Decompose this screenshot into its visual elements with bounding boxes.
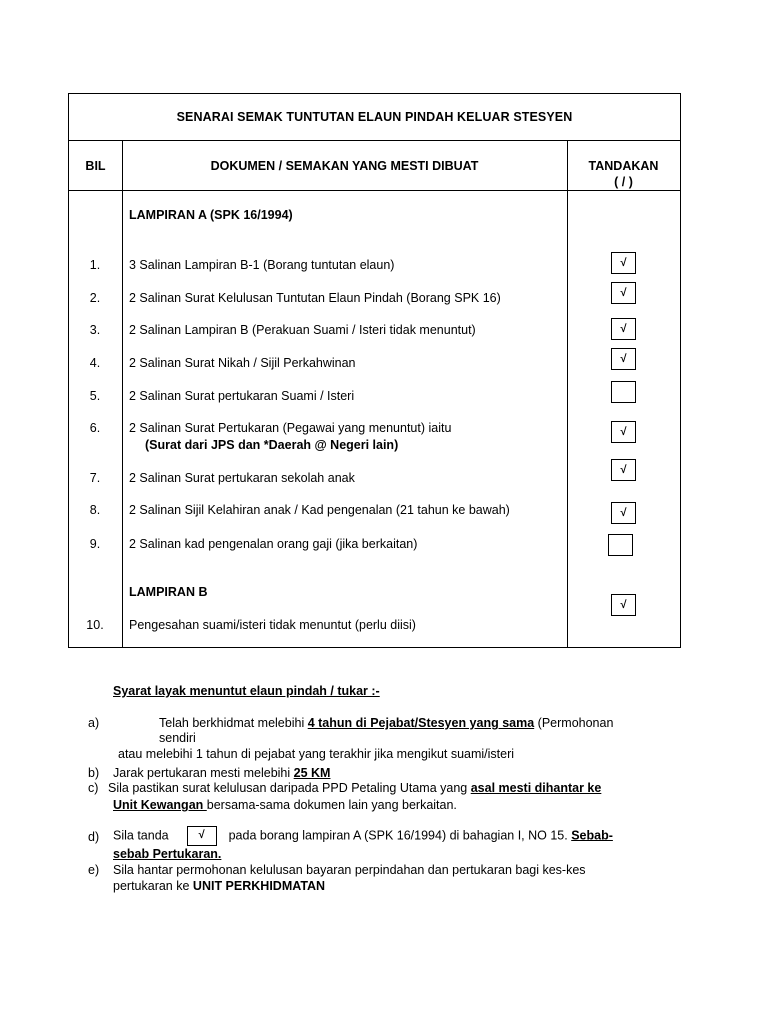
checkbox[interactable] <box>608 534 633 556</box>
note-text: pertukaran ke <box>113 879 193 893</box>
note-c-line1 <box>108 781 601 795</box>
row-text: 2 Salinan Surat Nikah / Sijil Perkahwinan <box>129 356 356 370</box>
checkbox[interactable]: √ <box>611 252 636 274</box>
note-a-line1 <box>159 716 613 730</box>
divider <box>122 140 123 647</box>
checkbox[interactable]: √ <box>611 502 636 524</box>
note-text: pada borang lampiran A (SPK 16/1994) di bahagian I, NO 15. <box>228 828 572 843</box>
header-tandakan <box>567 158 680 190</box>
row-number: 4. <box>89 356 101 370</box>
row-text: 2 Salinan Surat pertukaran Suami / Isteri <box>129 389 355 403</box>
note-label: b) <box>88 766 100 780</box>
note-d-line2: sebab Pertukaran. <box>113 847 222 861</box>
row-number: 1. <box>89 258 101 272</box>
note-text: Telah berkhidmat melebihi <box>159 716 308 730</box>
row-number: 9. <box>89 537 101 551</box>
divider <box>69 190 680 191</box>
note-c-line2 <box>113 798 457 812</box>
row-number: 6. <box>89 421 101 435</box>
row-text: 2 Salinan Surat Pertukaran (Pegawai yang menuntut) iaitu <box>129 421 452 435</box>
note-label: e) <box>88 863 100 877</box>
note-text: Sila tanda <box>113 828 169 843</box>
row-number: 5. <box>89 389 101 403</box>
row-text: 2 Salinan kad pengenalan orang gaji (jika berkaitan) <box>129 537 418 551</box>
note-label: a) <box>88 716 100 730</box>
note-text: Jarak pertukaran mesti melebihi <box>113 766 294 780</box>
checkbox[interactable] <box>611 381 636 403</box>
row-text: Pengesahan suami/isteri tidak menuntut (perlu diisi) <box>129 618 416 632</box>
checkbox[interactable]: √ <box>611 282 636 304</box>
checkbox[interactable]: √ <box>611 421 636 443</box>
section-lampiran-b: LAMPIRAN B <box>129 585 208 599</box>
row-text: 2 Salinan Surat pertukaran sekolah anak <box>129 471 355 485</box>
note-emphasis: 4 tahun di Pejabat/Stesyen yang sama <box>307 716 535 730</box>
row-text: 2 Salinan Surat Kelulusan Tuntutan Elaun Pindah (Borang SPK 16) <box>129 291 501 305</box>
header-tandakan-symbol: ( / ) <box>614 175 633 189</box>
inline-checkbox: √ <box>187 826 217 846</box>
note-emphasis: UNIT PERKHIDMATAN <box>192 879 326 893</box>
header-dokumen: DOKUMEN / SEMAKAN YANG MESTI DIBUAT <box>210 159 479 173</box>
note-label: d) <box>88 830 100 844</box>
note-text: bersama-sama dokumen lain yang berkaitan. <box>206 798 457 812</box>
header-tandakan-label: TANDAKAN <box>588 159 659 173</box>
note-a-line3: atau melebihi 1 tahun di pejabat yang terakhir jika mengikut suami/isteri <box>118 747 515 761</box>
note-label: c) <box>88 781 99 795</box>
checkbox[interactable]: √ <box>611 459 636 481</box>
table-title: SENARAI SEMAK TUNTUTAN ELAUN PINDAH KELUAR STESYEN <box>176 110 573 124</box>
note-text: (Permohonan <box>534 716 614 730</box>
note-emphasis: asal mesti dihantar ke <box>470 781 602 795</box>
note-e-line1: Sila hantar permohonan kelulusan bayaran perpindahan dan pertukaran bagi kes-kes <box>113 863 586 877</box>
section-lampiran-a: LAMPIRAN A (SPK 16/1994) <box>129 208 293 222</box>
note-b <box>113 766 330 780</box>
row-number: 8. <box>89 503 101 517</box>
note-text: Sila pastikan surat kelulusan daripada PPD Petaling Utama yang <box>108 781 471 795</box>
note-d-line1 <box>113 826 613 846</box>
checkbox[interactable]: √ <box>611 348 636 370</box>
note-emphasis: Sebab- <box>571 828 613 843</box>
divider <box>567 140 568 647</box>
row-subtext: (Surat dari JPS dan *Daerah @ Negeri lain) <box>145 438 399 452</box>
note-emphasis: 25 KM <box>293 766 331 780</box>
note-a-line2: sendiri <box>159 731 196 745</box>
row-text: 3 Salinan Lampiran B-1 (Borang tuntutan elaun) <box>129 258 395 272</box>
divider <box>69 140 680 141</box>
header-bil: BIL <box>85 159 106 173</box>
note-e-line2 <box>113 879 325 893</box>
checkbox[interactable]: √ <box>611 594 636 616</box>
checkbox[interactable]: √ <box>611 318 636 340</box>
row-number: 2. <box>89 291 101 305</box>
checklist-table <box>68 93 681 648</box>
note-emphasis: Unit Kewangan <box>113 798 207 812</box>
row-number: 10. <box>86 618 104 632</box>
row-text: 2 Salinan Lampiran B (Perakuan Suami / Isteri tidak menuntut) <box>129 323 476 337</box>
row-number: 3. <box>89 323 101 337</box>
row-text: 2 Salinan Sijil Kelahiran anak / Kad pengenalan (21 tahun ke bawah) <box>129 503 510 517</box>
notes-heading: Syarat layak menuntut elaun pindah / tukar :- <box>113 684 380 698</box>
row-number: 7. <box>89 471 101 485</box>
